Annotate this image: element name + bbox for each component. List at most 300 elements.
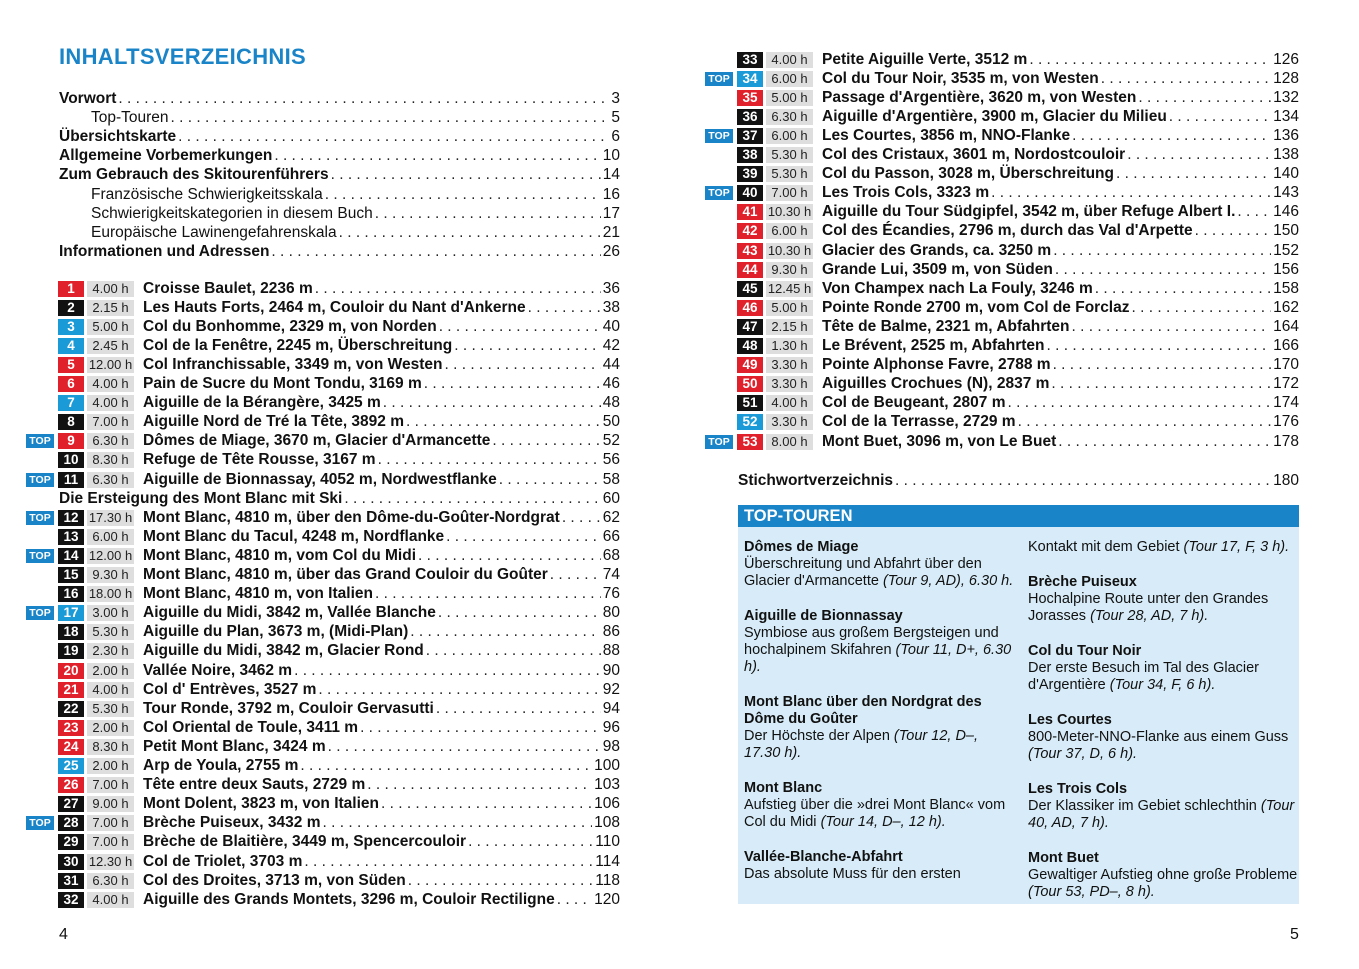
tour-duration: 3.30 h — [766, 376, 813, 392]
top-badge — [26, 568, 54, 582]
leader-dots — [1018, 413, 1272, 431]
tour-entry[interactable] — [26, 585, 620, 604]
tour-page: 146 — [1273, 203, 1299, 221]
leader-dots — [1132, 299, 1272, 317]
tour-entry[interactable] — [26, 546, 620, 565]
tour-duration: 7.00 h — [87, 777, 134, 793]
tour-name: Aiguille Nord de Tré la Tête, 3892 m — [143, 413, 405, 431]
tour-page: 80 — [602, 604, 620, 622]
top-badge — [705, 358, 733, 372]
tour-page: 62 — [602, 508, 620, 526]
leader-dots — [1072, 127, 1271, 145]
top-tour-reference: (Tour 53, PD–, 8 h). — [1028, 884, 1155, 900]
leader-dots — [325, 185, 601, 204]
tour-name: Col du Tour Noir, 3535 m, von Westen — [822, 69, 1099, 87]
leader-dots — [375, 204, 601, 223]
top-tour-entry — [1028, 781, 1300, 832]
top-tour-title: Mont Buet — [1028, 850, 1099, 866]
tour-entry[interactable] — [26, 355, 620, 374]
tour-entry[interactable] — [26, 757, 620, 776]
toc-entry-label: Zum Gebrauch des Skitourenführers — [59, 166, 329, 184]
leader-dots — [381, 795, 592, 813]
top-badge — [705, 110, 733, 124]
tour-entry[interactable] — [705, 165, 1299, 184]
tour-entry[interactable] — [26, 718, 620, 737]
tour-name: Mont Blanc, 4810 m, über den Dôme-du-Goûter-Nordgrat — [143, 508, 560, 526]
toc-entry-label: Allgemeine Vorbemerkungen — [59, 147, 273, 165]
tour-name: Col de Triolet, 3703 m — [143, 852, 303, 870]
tour-entry[interactable] — [26, 527, 620, 546]
tour-duration: 4.00 h — [766, 395, 813, 411]
tour-duration: 3.30 h — [766, 357, 813, 373]
tour-page: 164 — [1273, 317, 1299, 335]
tour-page: 94 — [602, 699, 620, 717]
leader-dots — [528, 299, 601, 317]
tour-entry[interactable] — [705, 241, 1299, 260]
tour-number-badge: 26 — [58, 777, 84, 793]
tour-entry[interactable] — [26, 776, 620, 795]
tour-page: 162 — [1273, 298, 1299, 316]
leader-dots — [446, 528, 601, 546]
tour-name: Col du Bonhomme, 2329 m, von Norden — [143, 317, 437, 335]
toc-entry-label: Vorwort — [59, 90, 117, 107]
tour-entry[interactable] — [26, 317, 620, 336]
tour-entry[interactable] — [26, 394, 620, 413]
tour-entry[interactable] — [705, 69, 1299, 88]
tour-page: 174 — [1273, 394, 1299, 412]
leader-dots — [1007, 394, 1271, 412]
top-badge — [26, 893, 54, 907]
tour-entry[interactable] — [26, 680, 620, 699]
toc-entry[interactable] — [91, 108, 620, 127]
tour-name: Petite Aiguille Verte, 3512 m — [822, 50, 1028, 68]
tour-entry[interactable] — [26, 890, 620, 909]
toc-entry[interactable] — [59, 165, 620, 184]
tour-duration: 5.30 h — [766, 166, 813, 182]
tour-page: 40 — [602, 317, 620, 335]
tour-number-badge: 13 — [58, 529, 84, 545]
tour-entry[interactable] — [26, 852, 620, 871]
tour-page: 38 — [602, 298, 620, 316]
toc-entry[interactable] — [91, 185, 620, 204]
tour-name: Col du Passon, 3028 m, Überschreitung — [822, 165, 1114, 183]
toc-entry-page: 17 — [602, 204, 620, 222]
tour-duration: 5.00 h — [766, 300, 813, 316]
tour-duration: 12.45 h — [767, 280, 812, 296]
leader-dots — [318, 681, 600, 699]
tour-number-badge: 17 — [58, 605, 84, 621]
tour-name: Aiguille du Plan, 3673 m, (Midi-Plan) — [143, 623, 409, 641]
tour-duration: 6.00 h — [766, 128, 813, 144]
leader-dots — [1055, 261, 1271, 279]
tour-duration: 4.00 h — [766, 52, 813, 68]
toc-entry-page: 14 — [602, 166, 620, 184]
leader-dots — [991, 184, 1271, 202]
top-tour-desc-text: Der Höchste der Alpen — [744, 728, 890, 744]
top-tour-entry — [1028, 539, 1300, 556]
tour-number-badge: 44 — [737, 262, 763, 278]
tour-name: Tour Ronde, 3792 m, Couloir Gervasutti — [143, 699, 434, 717]
top-tour-title: Brèche Puiseux — [1028, 574, 1137, 590]
tour-name: Mont Buet, 3096 m, von Le Buet — [822, 432, 1057, 450]
tour-entry[interactable] — [705, 279, 1299, 298]
tour-entry[interactable] — [26, 795, 620, 814]
tour-name: Mont Dolent, 3823 m, von Italien — [143, 795, 379, 813]
leader-dots — [375, 585, 601, 603]
leader-dots — [331, 165, 601, 184]
leader-dots — [1095, 280, 1271, 298]
top-tour-desc-text: Symbiose aus großem Bergsteigen und hochalpinem Skifahren — [744, 625, 999, 658]
leader-dots — [274, 146, 600, 165]
top-tours-column-2 — [1028, 539, 1300, 919]
top-tour-description — [744, 625, 1016, 676]
toc-entry[interactable] — [59, 127, 620, 146]
tour-entry[interactable] — [705, 432, 1299, 451]
toc-entry-label: Informationen und Adressen — [59, 242, 270, 260]
leader-dots — [271, 242, 600, 261]
tour-number-badge: 18 — [58, 624, 84, 640]
tour-number-badge: 32 — [58, 892, 84, 908]
top-badge — [26, 835, 54, 849]
top-tour-title: Aiguille de Bionnassay — [744, 608, 903, 624]
tour-page: 140 — [1273, 165, 1299, 183]
tour-page: 86 — [602, 623, 620, 641]
tour-page: 138 — [1273, 146, 1299, 163]
top-tour-reference: (Tour 11, D+, 6.30 h). — [744, 642, 1012, 675]
tour-number-badge: 34 — [737, 71, 763, 87]
tour-duration: 10.30 h — [767, 204, 812, 220]
tour-entry[interactable] — [705, 126, 1299, 145]
top-badge — [26, 625, 54, 639]
tour-page: 108 — [594, 814, 620, 832]
tour-duration: 4.00 h — [87, 395, 134, 411]
tour-duration: 7.00 h — [87, 815, 134, 831]
tour-number-badge: 10 — [58, 452, 84, 468]
tour-entry[interactable] — [705, 337, 1299, 356]
tour-entry[interactable] — [705, 50, 1299, 69]
tour-name: Mont Blanc, 4810 m, von Italien — [143, 585, 373, 603]
toc-entry-label: Europäische Lawinengefahrenskala — [91, 223, 337, 241]
leader-dots — [300, 757, 592, 775]
tour-number-badge: 25 — [58, 758, 84, 774]
tour-page: 90 — [602, 661, 620, 679]
leader-dots — [178, 127, 609, 146]
tour-number-badge: 35 — [737, 90, 763, 106]
tour-entry[interactable] — [26, 833, 620, 852]
top-badge — [705, 282, 733, 296]
tour-entry[interactable] — [26, 737, 620, 756]
tour-entry[interactable] — [705, 317, 1299, 336]
toc-entry-page: 21 — [602, 223, 620, 241]
tour-page: 178 — [1273, 432, 1299, 450]
leader-dots — [1072, 318, 1272, 336]
tour-entry[interactable] — [705, 394, 1299, 413]
tour-duration: 4.00 h — [87, 682, 134, 698]
top-badge — [705, 244, 733, 258]
tour-duration: 12.00 h — [88, 547, 133, 563]
tour-page: 42 — [602, 336, 620, 354]
top-tour-description — [1028, 591, 1300, 625]
tour-number-badge: 29 — [58, 834, 84, 850]
top-badge — [705, 377, 733, 391]
top-badge — [26, 320, 54, 334]
tour-entry[interactable] — [705, 222, 1299, 241]
tour-page: 152 — [1273, 241, 1299, 259]
top-tour-reference: (Tour 28, AD, 7 h). — [1090, 608, 1209, 624]
tour-name: Grande Lui, 3509 m, von Süden — [822, 260, 1053, 278]
tour-number-badge: 1 — [58, 281, 84, 297]
tour-name: Col de la Fenêtre, 2245 m, Überschreitung — [143, 336, 453, 354]
tour-name: Brèche de Blaitière, 3449 m, Spencercouloir — [143, 833, 467, 851]
tour-duration: 6.00 h — [766, 223, 813, 239]
leader-dots — [426, 642, 601, 660]
tour-number-badge: 11 — [58, 472, 84, 488]
tour-name: Glacier des Grands, ca. 3250 m — [822, 241, 1052, 259]
tour-duration: 5.00 h — [87, 319, 134, 335]
tour-duration: 6.30 h — [766, 109, 813, 125]
tour-entry[interactable] — [26, 470, 620, 489]
tour-page: 103 — [594, 776, 620, 794]
top-badge — [26, 453, 54, 467]
top-badge: TOP — [705, 129, 733, 143]
tour-entry[interactable] — [26, 279, 620, 298]
tour-entry[interactable] — [705, 356, 1299, 375]
top-badge: TOP — [705, 72, 733, 86]
toc-entry-label: Top-Touren — [91, 109, 169, 127]
tour-page: 126 — [1273, 50, 1299, 68]
leader-dots — [444, 356, 600, 374]
top-tour-description — [1028, 798, 1300, 832]
tour-number-badge: 16 — [58, 586, 84, 602]
tour-entry[interactable] — [705, 260, 1299, 279]
leader-dots — [1029, 51, 1271, 69]
tour-entry[interactable] — [26, 432, 620, 451]
tour-duration: 5.30 h — [766, 147, 813, 163]
tour-name: Mont Blanc, 4810 m, vom Col du Midi — [143, 546, 417, 564]
tour-duration: 12.00 h — [88, 356, 133, 372]
tour-page: 172 — [1273, 375, 1299, 393]
tour-duration: 5.00 h — [766, 90, 813, 106]
top-tours-box — [738, 505, 1299, 904]
tour-entry[interactable] — [26, 604, 620, 623]
tour-page: 156 — [1273, 260, 1299, 278]
tour-entry[interactable] — [26, 298, 620, 317]
top-badge — [705, 53, 733, 67]
leader-dots — [550, 566, 601, 584]
toc-entry[interactable] — [91, 223, 620, 242]
tour-entry[interactable] — [705, 88, 1299, 107]
top-tour-desc-text: Hochalpine Route unter den Grandes Jorasses — [1028, 591, 1269, 624]
tour-duration: 1.30 h — [766, 338, 813, 354]
tour-page: 166 — [1273, 337, 1299, 354]
top-badge — [705, 167, 733, 181]
tour-number-badge: 42 — [737, 223, 763, 239]
tour-number-badge: 48 — [737, 338, 763, 354]
section-entry[interactable] — [59, 489, 620, 508]
top-tour-desc-text: Der Klassiker im Gebiet schlechthin — [1028, 798, 1257, 814]
tour-name: Petit Mont Blanc, 3424 m — [143, 737, 326, 755]
tour-duration: 7.00 h — [766, 185, 813, 201]
leader-dots — [118, 89, 609, 108]
tour-entry[interactable] — [26, 642, 620, 661]
tour-duration: 8.30 h — [87, 739, 134, 755]
tour-duration: 6.00 h — [766, 71, 813, 87]
top-tour-title: Les Trois Cols — [1028, 781, 1128, 797]
index-entry[interactable] — [738, 471, 1299, 490]
tour-number-badge: 47 — [737, 319, 763, 335]
tour-number-badge: 8 — [58, 414, 84, 430]
tour-entry[interactable] — [705, 107, 1299, 126]
toc-entry[interactable] — [91, 204, 620, 223]
tour-duration: 6.00 h — [87, 529, 134, 545]
top-tour-entry — [744, 849, 1016, 883]
tour-name: Col de Beugeant, 2807 m — [822, 394, 1006, 412]
tour-page: 128 — [1273, 69, 1299, 87]
tour-entry[interactable] — [705, 375, 1299, 394]
leader-dots — [378, 451, 601, 469]
top-badge — [26, 358, 54, 372]
tour-page: 136 — [1273, 126, 1299, 144]
top-tour-desc-text: Kontakt mit dem Gebiet — [1028, 539, 1180, 555]
leader-dots — [1047, 337, 1272, 355]
tour-number-badge: 38 — [737, 147, 763, 163]
top-tour-desc-text: Der erste Besuch im Tal des Glacier d'Argentière — [1028, 660, 1260, 693]
tour-entry[interactable] — [705, 203, 1299, 222]
tour-duration: 2.00 h — [87, 758, 134, 774]
tour-page: 98 — [602, 737, 620, 755]
top-tour-desc-text: Gewaltiger Aufstieg ohne große Probleme — [1028, 867, 1298, 883]
tour-name: Col des Écandies, 2796 m, durch das Val d'Arpette — [822, 222, 1193, 240]
toc-entry-label: Französische Schwierigkeitsskala — [91, 185, 323, 203]
top-tour-reference: (Tour 12, D–, 17.30 h). — [744, 728, 979, 761]
top-badge — [26, 587, 54, 601]
leader-dots — [439, 318, 601, 336]
leader-dots — [323, 814, 593, 832]
tour-entry[interactable] — [705, 146, 1299, 165]
tour-entry[interactable] — [705, 413, 1299, 432]
leader-dots — [304, 853, 593, 871]
leader-dots — [454, 337, 601, 355]
tour-page: 66 — [602, 527, 620, 545]
tour-duration: 4.00 h — [87, 376, 134, 392]
top-tour-reference: (Tour 40, AD, 7 h). — [1028, 798, 1295, 831]
top-badge: TOP — [705, 435, 733, 449]
tour-name: Mont Blanc, 4810 m, über das Grand Couloir du Goûter — [143, 566, 548, 583]
tour-name: Col d' Entrèves, 3527 m — [143, 680, 317, 698]
toc-entry-page: 16 — [602, 185, 620, 203]
leader-dots — [1058, 433, 1271, 451]
leader-dots — [1237, 203, 1271, 221]
tour-duration: 6.30 h — [87, 873, 134, 889]
toc-entry[interactable] — [59, 146, 620, 165]
tour-number-badge: 3 — [58, 319, 84, 335]
tour-duration: 12.30 h — [88, 853, 133, 869]
tour-name: Aiguille d'Argentière, 3900 m, Glacier du Milieu — [822, 107, 1167, 125]
tour-entry[interactable] — [26, 814, 620, 833]
toc-entry-page: 26 — [602, 242, 620, 260]
tour-entry[interactable] — [26, 871, 620, 890]
tour-number-badge: 9 — [58, 433, 84, 449]
top-badge — [26, 396, 54, 410]
top-tour-entry — [1028, 574, 1300, 625]
tour-number-badge: 51 — [737, 395, 763, 411]
tour-number-badge: 24 — [58, 739, 84, 755]
tour-entry[interactable] — [26, 336, 620, 355]
tour-duration: 2.45 h — [87, 338, 134, 354]
tour-duration: 8.30 h — [87, 452, 134, 468]
top-tour-entry — [744, 539, 1016, 590]
tour-number-badge: 41 — [737, 204, 763, 220]
leader-dots — [1195, 222, 1271, 240]
top-tour-desc-text: Aufstieg über die »drei Mont Blanc« vom Col du Midi — [744, 797, 1006, 830]
leader-dots — [1138, 89, 1271, 107]
tour-number-badge: 31 — [58, 873, 84, 889]
leader-dots — [367, 776, 592, 794]
top-tours-column-1 — [744, 539, 1016, 901]
page-number-right: 5 — [1290, 926, 1299, 943]
top-tour-description — [1028, 867, 1300, 901]
tour-entry[interactable] — [26, 375, 620, 394]
section-entry-label: Die Ersteigung des Mont Blanc mit Ski — [59, 490, 343, 508]
leader-dots — [171, 108, 610, 127]
tour-entry[interactable] — [705, 184, 1299, 203]
tour-entry[interactable] — [26, 623, 620, 642]
toc-entry[interactable] — [59, 89, 620, 108]
top-badge — [26, 778, 54, 792]
top-badge — [26, 301, 54, 315]
tour-duration: 2.15 h — [87, 300, 134, 316]
tour-number-badge: 30 — [58, 854, 84, 870]
top-badge — [705, 415, 733, 429]
leader-dots — [1101, 70, 1271, 88]
tour-entry[interactable] — [705, 298, 1299, 317]
tour-name: Croisse Baulet, 2236 m — [143, 279, 313, 297]
tour-number-badge: 27 — [58, 796, 84, 812]
tour-entry[interactable] — [26, 699, 620, 718]
tour-page: 48 — [602, 394, 620, 412]
tour-name: Les Courtes, 3856 m, NNO-Flanke — [822, 126, 1071, 144]
toc-entry[interactable] — [59, 242, 620, 261]
tour-number-badge: 46 — [737, 300, 763, 316]
top-badge: TOP — [705, 186, 733, 200]
page-number-left: 4 — [59, 926, 68, 943]
tour-page: 118 — [595, 871, 620, 889]
top-badge — [26, 282, 54, 296]
tour-number-badge: 23 — [58, 720, 84, 736]
top-tour-reference: (Tour 37, D, 6 h). — [1028, 746, 1138, 762]
tour-entry[interactable] — [26, 451, 620, 470]
tour-number-badge: 37 — [737, 128, 763, 144]
tour-number-badge: 12 — [58, 510, 84, 526]
tour-duration: 2.30 h — [87, 643, 134, 659]
top-tour-reference: (Tour 9, AD), 6.30 h. — [882, 573, 1014, 589]
tour-entry[interactable] — [26, 413, 620, 432]
tour-duration: 9.00 h — [87, 796, 134, 812]
top-tour-description — [1028, 539, 1300, 556]
tour-entry[interactable] — [26, 566, 620, 585]
tour-number-badge: 7 — [58, 395, 84, 411]
tour-entry[interactable] — [26, 661, 620, 680]
top-tour-description — [744, 866, 1016, 883]
tour-name: Aiguille du Tour Südgipfel, 3542 m, über Refuge Albert I. — [822, 203, 1236, 221]
leader-dots — [339, 223, 601, 242]
tour-number-badge: 6 — [58, 376, 84, 392]
top-tour-desc-text: 800-Meter-NNO-Flanke aus einem Guss — [1028, 729, 1289, 745]
tour-name: Aiguille du Midi, 3842 m, Vallée Blanche — [143, 604, 436, 622]
tour-name: Refuge de Tête Rousse, 3167 m — [143, 451, 376, 469]
tour-entry[interactable] — [26, 508, 620, 527]
top-badge — [26, 721, 54, 735]
